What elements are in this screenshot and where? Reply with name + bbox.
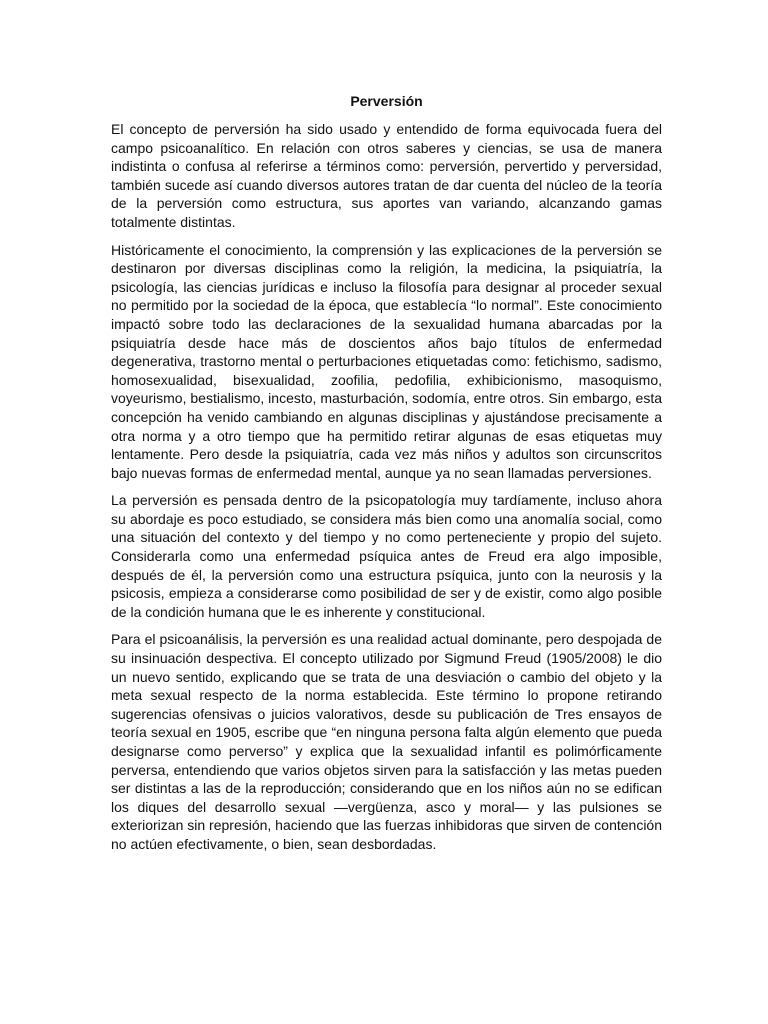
paragraph-4: Para el psicoanálisis, la perversión es una realidad actual dominante, pero despojada de su insinuación despectiva. El concepto utilizado por Sigmund Freud (1905/2008) le dio un nuevo sentido, explicando que se trata de una desviación o cambio del objeto y la meta sexual respecto de la norma establecida. Este término lo propone retirando sugerencias ofensivas o juicios valorativos, desde su publicación de Tres ensayos de teoría sexual en 1905, escribe que “en ninguna persona falta algún elemento que pueda designarse como perverso” y explica que la sexualidad infantil es polimórficamente perversa, entendiendo que varios objetos sirven para la satisfacción y las metas pueden ser distintas a las de la reproducción; considerando que en los niños aún no se edifican los diques del desarrollo sexual —vergüenza, asco y moral— y las pulsiones se exteriorizan sin represión, haciendo que las fuerzas inhibidoras que sirven de contención no actúen efectivamente, o bien, sean desbordadas. bbox=[111, 631, 662, 852]
paragraph-1: El concepto de perversión ha sido usado y entendido de forma equivocada fuera del campo psicoanalítico. En relación con otros saberes y ciencias, se usa de manera indistinta o confusa al referirse a términos como: perversión, pervertido y perversidad, también sucede así cuando diversos autores tratan de dar cuenta del núcleo de la teoría de la perversión como estructura, sus aportes van variando, alcanzando gamas totalmente distintas. bbox=[111, 121, 662, 230]
document-title: Perversión bbox=[350, 93, 423, 109]
document-page bbox=[111, 92, 662, 863]
paragraph-2: Históricamente el conocimiento, la comprensión y las explicaciones de la perversión se destinaron por diversas disciplinas como la religión, la medicina, la psiquiatría, la psicología, las ciencias jurídicas e incluso la filosofía para designar al proceder sexual no permitido por la sociedad de la época, que establecía “lo normal”. Este conocimiento impactó sobre todo las declaraciones de la sexualidad humana abarcadas por la psiquiatría desde hace más de doscientos años bajo títulos de enfermedad degenerativa, trastorno mental o perturbaciones etiquetadas como: fetichismo, sadismo, homosexualidad, bisexualidad, zoofilia, pedofilia, exhibicionismo, masoquismo, voyeurismo, bestialismo, incesto, masturbación, sodomía, entre otros. Sin embargo, esta concepción ha venido cambiando en algunas disciplinas y ajustándose precisamente a otra norma y a otro tiempo que ha permitido retirar algunas de esas etiquetas muy lentamente. Pero desde la psiquiatría, cada vez más niños y adultos son circunscritos bajo nuevas formas de enfermedad mental, aunque ya no sean llamadas perversiones. bbox=[111, 241, 662, 481]
paragraph-3: La perversión es pensada dentro de la psicopatología muy tardíamente, incluso ahora su abordaje es poco estudiado, se considera más bien como una anomalía social, como una situación del contexto y del tiempo y no como perteneciente y propio del sujeto. Considerarla como una enfermedad psíquica antes de Freud era algo imposible, después de él, la perversión como una estructura psíquica, junto con la neurosis y la psicosis, empieza a considerarse como posibilidad de ser y de existir, como algo posible de la condición humana que le es inherente y constitucional. bbox=[111, 492, 662, 620]
